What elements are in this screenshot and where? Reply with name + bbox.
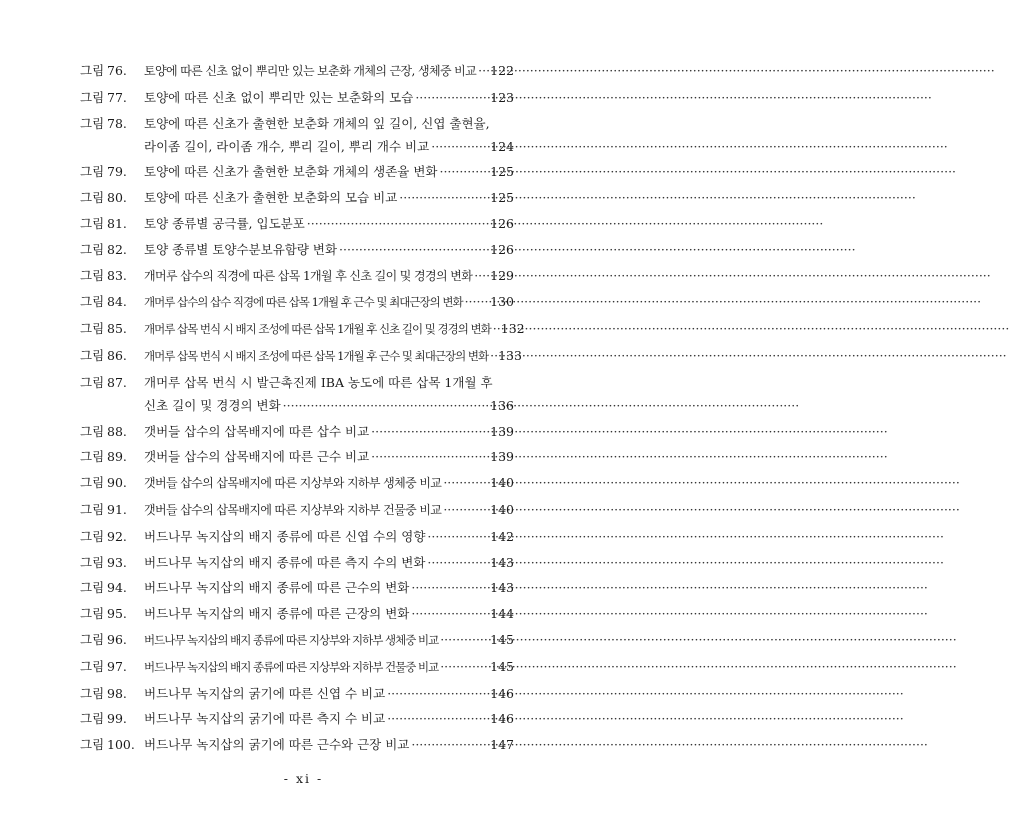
dot-leader — [440, 631, 488, 648]
figure-label: 그림 — [80, 215, 105, 231]
toc-entry[interactable] — [80, 267, 514, 285]
table-of-figures — [80, 62, 525, 762]
figure-number: 81. — [107, 215, 127, 231]
figure-label: 그림 — [80, 475, 105, 491]
figure-number: 82. — [107, 241, 127, 257]
toc-entry[interactable] — [80, 423, 514, 440]
figure-number: 78. — [107, 115, 127, 131]
dot-leader — [493, 320, 499, 337]
figure-title: 버드나무 녹지삽의 배지 종류에 따른 지상부와 지하부 생체중 비교 — [144, 632, 439, 647]
figure-title: 토양에 따른 신초 없이 뿌리만 있는 보춘화 개체의 근장, 생체중 비교 — [144, 64, 477, 78]
figure-number: 86. — [107, 347, 127, 363]
figure-title-continued: 신초 길이 및 경경의 변화 — [144, 397, 281, 413]
figure-label: 그림 — [80, 89, 105, 105]
toc-entry[interactable] — [80, 115, 514, 155]
figure-title: 갯버들 삽수의 삽목배지에 따른 지상부와 지하부 건물중 비교 — [144, 502, 442, 517]
dot-leader — [411, 605, 488, 622]
figure-number: 92. — [107, 528, 127, 544]
figure-number: 99. — [107, 711, 127, 727]
dot-leader — [371, 448, 488, 465]
figure-number: 88. — [107, 423, 127, 439]
figure-title: 개머루 삽목 번식 시 발근촉진제 IBA 농도에 따른 삽목 1개월 후 — [144, 374, 493, 390]
page-ref: 123 — [490, 89, 514, 105]
page-ref: 126 — [490, 241, 514, 257]
figure-number: 87. — [107, 374, 127, 390]
page-ref: 129 — [490, 267, 514, 283]
page-ref: 144 — [490, 606, 514, 622]
dot-leader — [490, 347, 496, 364]
toc-entry[interactable] — [80, 215, 514, 232]
page-ref: 122 — [490, 63, 514, 78]
toc-entry[interactable] — [80, 474, 514, 492]
figure-number: 79. — [107, 164, 127, 180]
page-ref: 147 — [490, 737, 514, 753]
page-ref: 130 — [490, 294, 514, 310]
page-ref: 145 — [490, 658, 514, 674]
toc-entry[interactable] — [80, 347, 522, 365]
dot-leader — [474, 267, 488, 284]
dot-leader — [465, 293, 489, 310]
page-ref: 146 — [490, 685, 514, 701]
dot-leader — [443, 474, 488, 491]
figure-number: 91. — [107, 501, 127, 517]
dot-leader — [439, 163, 488, 180]
figure-label: 그림 — [80, 449, 105, 465]
figure-label: 그림 — [80, 580, 105, 596]
page-ref: 146 — [490, 711, 514, 727]
toc-entry[interactable] — [80, 241, 514, 258]
figure-label: 그림 — [80, 737, 105, 753]
dot-leader — [307, 215, 488, 232]
figure-label: 그림 — [80, 267, 105, 283]
figure-number: 94. — [107, 580, 127, 596]
figure-number: 76. — [107, 63, 127, 78]
dot-leader — [387, 685, 488, 702]
figure-number: 84. — [107, 294, 127, 310]
dot-leader — [339, 241, 488, 258]
dot-leader — [431, 138, 488, 155]
figure-number: 100. — [107, 737, 135, 753]
figure-number: 97. — [107, 658, 127, 674]
figure-label: 그림 — [80, 190, 105, 206]
page-ref: 142 — [490, 528, 514, 544]
figure-label: 그림 — [80, 164, 105, 180]
toc-entry[interactable] — [80, 448, 514, 465]
dot-leader — [415, 89, 488, 106]
dot-leader — [387, 710, 488, 727]
figure-number: 80. — [107, 190, 127, 206]
figure-label: 그림 — [80, 294, 105, 310]
dot-leader — [283, 397, 488, 414]
toc-entry[interactable] — [80, 62, 514, 80]
figure-title: 버드나무 녹지삽의 굵기에 따른 근수와 근장 비교 — [144, 737, 410, 753]
figure-title: 개머루 삽목 번식 시 배지 조성에 따른 삽목 1개월 후 근수 및 최대근장의 변화 — [144, 348, 489, 363]
figure-title: 버드나무 녹지삽의 배지 종류에 따른 근장의 변화 — [144, 606, 410, 622]
toc-entry[interactable] — [80, 631, 514, 649]
toc-entry[interactable] — [80, 293, 514, 311]
figure-label: 그림 — [80, 321, 105, 337]
toc-entry[interactable] — [80, 163, 514, 180]
figure-title: 갯버들 삽수의 삽목배지에 따른 근수 비교 — [144, 449, 370, 465]
toc-entry[interactable] — [80, 710, 514, 727]
page-ref: 139 — [490, 423, 514, 439]
figure-label: 그림 — [80, 606, 105, 622]
dot-leader — [411, 579, 488, 596]
dot-leader — [399, 189, 488, 206]
figure-title-continued: 라이좀 길이, 라이좀 개수, 뿌리 길이, 뿌리 개수 비교 — [144, 138, 430, 154]
dot-leader — [411, 736, 488, 753]
figure-label: 그림 — [80, 374, 105, 390]
dot-leader — [478, 62, 488, 79]
figure-title: 버드나무 녹지삽의 굵기에 따른 측지 수 비교 — [144, 711, 386, 727]
figure-label: 그림 — [80, 423, 105, 439]
page-ref: 124 — [490, 138, 514, 154]
figure-title: 토양에 따른 신초 없이 뿌리만 있는 보춘화의 모습 — [144, 89, 414, 105]
figure-title: 개머루 삽수의 직경에 따른 삽목 1개월 후 신초 길이 및 경경의 변화 — [144, 268, 473, 283]
toc-entry[interactable] — [80, 189, 514, 206]
page-ref: 125 — [490, 190, 514, 206]
toc-entry[interactable] — [80, 89, 514, 106]
figure-label: 그림 — [80, 554, 105, 570]
toc-entry[interactable] — [80, 736, 514, 753]
toc-entry[interactable] — [80, 374, 514, 414]
figure-label: 그림 — [80, 347, 105, 363]
figure-number: 90. — [107, 475, 127, 491]
page-ref: 139 — [490, 449, 514, 465]
figure-label: 그림 — [80, 528, 105, 544]
figure-number: 83. — [107, 267, 127, 283]
figure-number: 93. — [107, 554, 127, 570]
figure-number: 95. — [107, 606, 127, 622]
figure-number: 96. — [107, 631, 127, 647]
figure-label: 그림 — [80, 631, 105, 647]
toc-entry[interactable] — [80, 685, 514, 702]
dot-leader — [427, 528, 488, 545]
page-ref: 132 — [500, 321, 525, 337]
figure-title: 버드나무 녹지삽의 굵기에 따른 신엽 수 비교 — [144, 685, 386, 701]
page-ref: 143 — [490, 554, 514, 570]
dot-leader — [443, 501, 488, 518]
figure-title: 토양 종류별 토양수분보유함량 변화 — [144, 241, 338, 257]
figure-title: 토양에 따른 신초가 출현한 보춘화 개체의 잎 길이, 신엽 출현율, — [144, 115, 490, 131]
figure-label: 그림 — [80, 658, 105, 674]
figure-number: 85. — [107, 321, 127, 337]
dot-leader — [427, 554, 488, 571]
toc-entry[interactable] — [80, 605, 514, 622]
page-ref: 133 — [498, 347, 522, 363]
page-number: - xi - — [283, 771, 324, 786]
figure-label: 그림 — [80, 63, 105, 78]
figure-label: 그림 — [80, 115, 105, 131]
figure-title: 버드나무 녹지삽의 배지 종류에 따른 측지 수의 변화 — [144, 554, 426, 570]
figure-title: 토양에 따른 신초가 출현한 보춘화 개체의 생존율 변화 — [144, 164, 438, 180]
toc-entry[interactable] — [80, 579, 514, 596]
figure-title: 개머루 삽수의 삽수 직경에 따른 삽목 1개월 후 근수 및 최대근장의 변화 — [144, 295, 463, 310]
figure-label: 그림 — [80, 711, 105, 727]
figure-label: 그림 — [80, 241, 105, 257]
toc-entry[interactable] — [80, 528, 514, 545]
figure-label: 그림 — [80, 501, 105, 517]
figure-title: 개머루 삽목 번식 시 배지 조성에 따른 삽목 1개월 후 신초 길이 및 경경의 변화 — [144, 322, 491, 337]
figure-number: 98. — [107, 685, 127, 701]
dot-leader — [371, 423, 488, 440]
figure-title: 갯버들 삽수의 삽목배지에 따른 지상부와 지하부 생체중 비교 — [144, 476, 442, 491]
figure-title: 버드나무 녹지삽의 배지 종류에 따른 신엽 수의 영향 — [144, 528, 426, 544]
page-ref: 136 — [490, 397, 514, 413]
page-ref: 125 — [490, 164, 514, 180]
toc-entry[interactable] — [80, 501, 514, 519]
figure-number: 89. — [107, 449, 127, 465]
figure-title: 버드나무 녹지삽의 배지 종류에 따른 지상부와 지하부 건물중 비교 — [144, 659, 439, 674]
page-ref: 140 — [490, 501, 514, 517]
dot-leader — [440, 658, 488, 675]
page-ref: 140 — [490, 475, 514, 491]
figure-title: 토양 종류별 공극률, 입도분포 — [144, 215, 305, 231]
figure-title: 토양에 따른 신초가 출현한 보춘화의 모습 비교 — [144, 190, 398, 206]
figure-label: 그림 — [80, 685, 105, 701]
page-ref: 126 — [490, 215, 514, 231]
toc-entry[interactable] — [80, 320, 525, 338]
page-ref: 145 — [490, 631, 514, 647]
figure-title: 갯버들 삽수의 삽목배지에 따른 삽수 비교 — [144, 423, 370, 439]
figure-title: 버드나무 녹지삽의 배지 종류에 따른 근수의 변화 — [144, 580, 410, 596]
toc-entry[interactable] — [80, 554, 514, 571]
toc-entry[interactable] — [80, 658, 514, 676]
page-ref: 143 — [490, 580, 514, 596]
figure-number: 77. — [107, 89, 127, 105]
